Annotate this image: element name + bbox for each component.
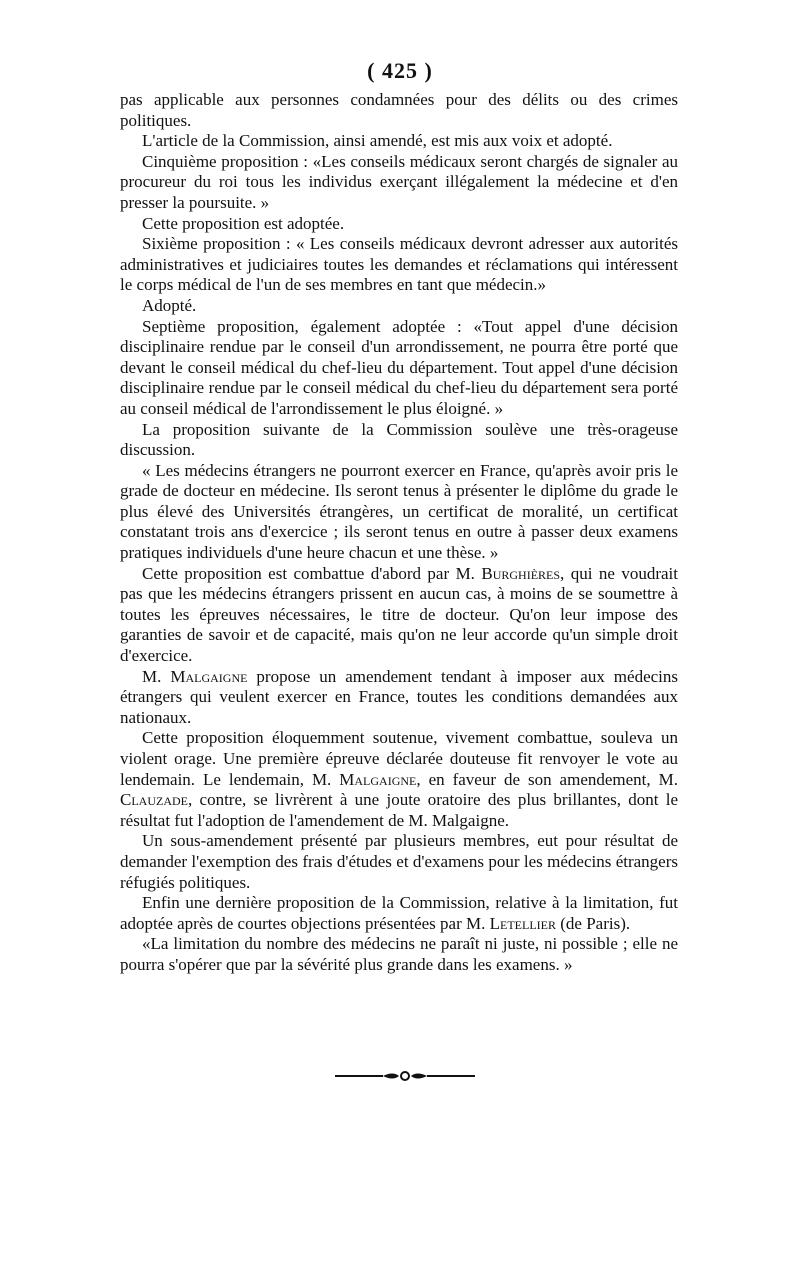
paragraph: Sixième proposition : « Les conseils médicaux devront adresser aux autorités administratives et judiciaires toutes les demandes et réclamations qui intéressent le corps médical de l'un de ses membres en tant que médecin.»	[120, 234, 678, 295]
person-name: M. Malgaigne	[142, 666, 248, 686]
paragraph: Cinquième proposition : «Les conseils médicaux seront chargés de signaler au procureur du roi tous les individus exerçant illégalement la médecine et d'en presser la poursuite. »	[120, 151, 678, 212]
text-run: , contre, se livrèrent à une joute oratoire des plus brillantes, dont le résultat fut l'adoption de l'amendement de M. Malgaigne.	[120, 790, 678, 830]
text-run: , qui ne voudrait pas que les médecins étrangers prissent en aucun cas, à moins de se soumettre à toutes les épreuves nécessaires, le titre de docteur. Qu'on leur impose des garanties de savoir et de capacité, mais qu'on ne leur accorde qu'un simple droit d'exercice.	[120, 563, 678, 666]
paragraph	[120, 564, 678, 667]
paragraph: La proposition suivante de la Commission soulève une très-orageuse discussion.	[120, 419, 678, 460]
body-text	[120, 90, 678, 976]
paragraph: pas applicable aux personnes condamnées pour des délits ou des crimes politiques.	[120, 90, 678, 130]
paragraph: Septième proposition, également adoptée : «Tout appel d'une décision disciplinaire rendue par le conseil d'un arrondissement, ne pourra être porté que devant le conseil médical du chef-lieu du département. Tout appel d'une décision disciplinaire rendue par le conseil médical du chef-lieu du département sera porté au conseil médical de l'arrondissement le plus éloigné. »	[120, 316, 678, 418]
paragraph: «La limitation du nombre des médecins ne paraît ni juste, ni possible ; elle ne pourra s'opérer que par la sévérité plus grande dans les examens. »	[120, 934, 678, 974]
person-name: M. Malgaigne	[311, 769, 417, 789]
paragraph: Adopté.	[142, 295, 197, 315]
paragraph: Un sous-amendement présenté par plusieurs membres, eut pour résultat de demander l'exemption des frais d'études et d'examens pour les médecins étrangers réfugiés politiques.	[120, 831, 678, 892]
paragraph: Cette proposition est adoptée.	[142, 213, 345, 233]
ornament-divider-icon	[335, 1068, 475, 1084]
text-run: , en faveur de son amendement,	[416, 769, 659, 789]
person-name: M. Letellier	[466, 913, 556, 933]
page-number: ( 425 )	[367, 58, 433, 83]
text-run: Enfin une dernière proposition de la Commission, relative à la limitation, fut adoptée après de courtes objections présentées par	[120, 893, 678, 933]
paragraph	[120, 893, 678, 934]
paragraph	[120, 728, 678, 831]
text-run: Cette proposition éloquemment soutenue, vivement combattue, souleva un violent orage. Une première épreuve déclarée douteuse fit renvoyer le vote au lendemain. Le lendemain,	[120, 728, 678, 789]
text-run: Cette proposition est combattue d'abord par	[142, 563, 456, 583]
person-name: M. Clauzade	[120, 769, 678, 810]
text-run: propose un amendement tendant à imposer aux médecins étrangers qui veulent exercer en France, toutes les conditions demandées aux nationaux.	[120, 666, 678, 727]
paragraph: « Les médecins étrangers ne pourront exercer en France, qu'après avoir pris le grade de docteur en médecine. Ils seront tenus à présenter le diplôme du grade le plus élevé des Universités étrangères, un certificat de moralité, un certificat constatant trois ans d'exercice ; ils seront tenus en outre à passer deux examens pratiques individuels d'une heure chacun et une thèse. »	[120, 460, 678, 563]
person-name: M. Burghières	[455, 563, 561, 583]
paragraph: L'article de la Commission, ainsi amendé, est mis aux voix et adopté.	[142, 131, 613, 151]
paragraph	[120, 667, 678, 729]
text-run: (de Paris).	[555, 913, 631, 933]
